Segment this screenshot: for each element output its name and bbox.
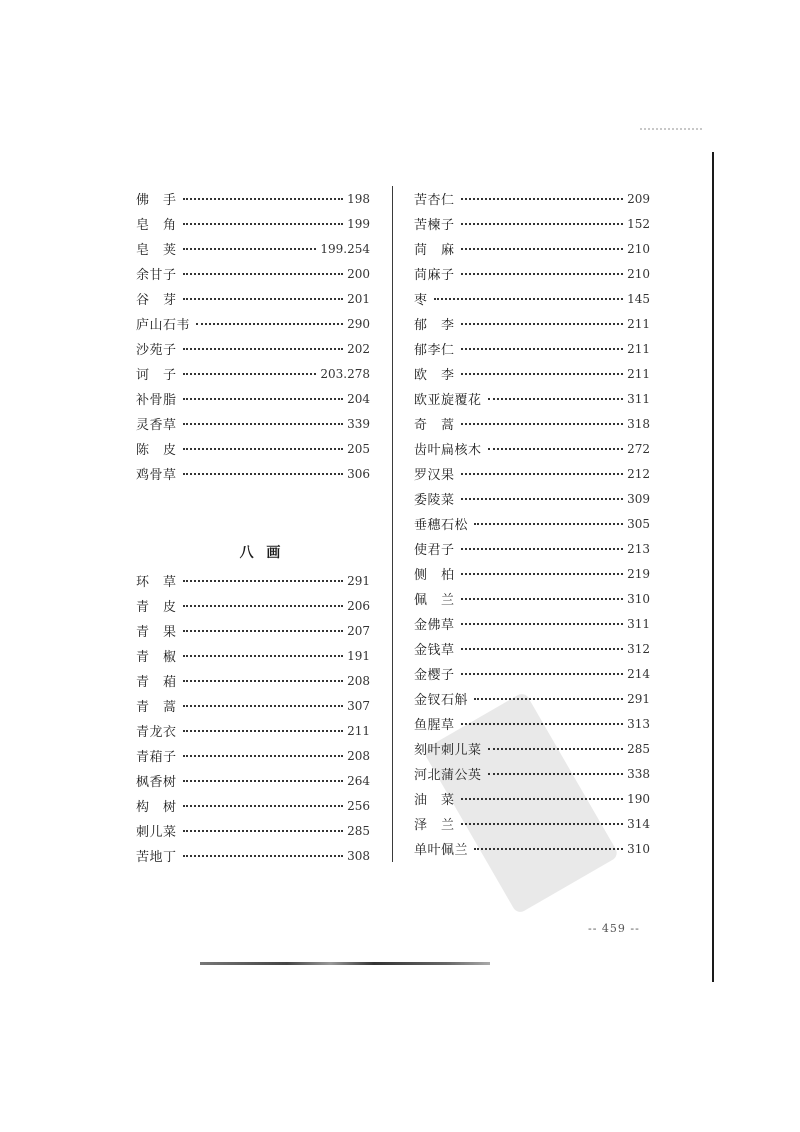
index-entry (414, 286, 650, 311)
index-entry (414, 711, 650, 736)
entry-name: 苘 麻 (414, 243, 455, 258)
index-entry (136, 386, 370, 411)
index-entry (414, 211, 650, 236)
entry-page: 264 (347, 773, 370, 788)
entry-page: 211 (347, 723, 370, 738)
index-entry (136, 593, 370, 618)
entry-page: 285 (347, 823, 370, 838)
index-entry (136, 793, 370, 818)
entry-page: 208 (347, 748, 370, 763)
entry-name: 欧亚旋覆花 (414, 393, 482, 408)
entry-name: 苦杏仁 (414, 193, 455, 208)
dot-leader (183, 755, 344, 757)
entry-page: 209 (627, 191, 650, 206)
entry-page: 214 (627, 666, 650, 681)
entry-page: 212 (627, 466, 650, 481)
dot-leader (183, 473, 344, 475)
index-column-right (414, 186, 650, 861)
entry-name: 金樱子 (414, 668, 455, 683)
entry-name: 欧 李 (414, 368, 455, 383)
dot-leader (461, 573, 624, 575)
index-entry (414, 836, 650, 861)
index-entry (136, 286, 370, 311)
index-entry (414, 636, 650, 661)
entry-name: 庐山石韦 (136, 318, 191, 333)
entry-page: 191 (347, 648, 370, 663)
entry-page: 318 (627, 416, 650, 431)
entry-page: 211 (627, 316, 650, 331)
entry-name: 青 果 (136, 625, 177, 640)
index-entry (136, 568, 370, 593)
index-entry (136, 361, 370, 386)
entry-page: 204 (347, 391, 370, 406)
entry-name: 青龙衣 (136, 725, 177, 740)
entry-page: 338 (627, 766, 650, 781)
dot-leader (474, 523, 623, 525)
entry-page: 290 (347, 316, 370, 331)
index-column-left (136, 186, 370, 868)
entry-page: 308 (347, 848, 370, 863)
dot-leader (461, 823, 624, 825)
index-entry (136, 743, 370, 768)
entry-name: 青 椒 (136, 650, 177, 665)
dot-leader (183, 830, 344, 832)
entry-page: 305 (627, 516, 650, 531)
dot-leader (461, 648, 624, 650)
dot-leader (183, 730, 344, 732)
entry-page: 256 (347, 798, 370, 813)
entry-page: 200 (347, 266, 370, 281)
entry-page: 202 (347, 341, 370, 356)
entry-name: 金钗石斛 (414, 693, 469, 708)
entry-name: 诃 子 (136, 368, 177, 383)
index-entry (136, 693, 370, 718)
entry-name: 佩 兰 (414, 593, 455, 608)
entry-page: 203.278 (320, 366, 370, 381)
index-entry (414, 561, 650, 586)
entry-page: 311 (627, 391, 650, 406)
index-entry (136, 186, 370, 211)
index-entry (136, 261, 370, 286)
entry-name: 委陵菜 (414, 493, 455, 508)
entry-page: 190 (627, 791, 650, 806)
dot-leader (183, 198, 344, 200)
dot-leader (488, 398, 624, 400)
index-entry (414, 236, 650, 261)
entry-name: 枫香树 (136, 775, 177, 790)
entry-page: 207 (347, 623, 370, 638)
entry-name: 齿叶扁核木 (414, 443, 482, 458)
dot-leader (183, 273, 344, 275)
index-entry (136, 818, 370, 843)
dot-leader (183, 448, 344, 450)
dot-leader (461, 798, 624, 800)
dot-leader (183, 855, 344, 857)
entry-name: 金钱草 (414, 643, 455, 658)
dot-leader (183, 398, 344, 400)
index-entry (414, 511, 650, 536)
section-heading: 八 画 (239, 545, 285, 561)
index-entry (414, 761, 650, 786)
entry-page: 199 (347, 216, 370, 231)
dot-leader (183, 605, 344, 607)
entry-page: 210 (627, 266, 650, 281)
entry-name: 奇 蒿 (414, 418, 455, 433)
index-entry (136, 718, 370, 743)
dot-leader (474, 698, 623, 700)
index-entry (414, 461, 650, 486)
entry-page: 312 (627, 641, 650, 656)
entry-name: 枣 (414, 293, 428, 308)
entry-page: 219 (627, 566, 650, 581)
dot-leader (183, 348, 344, 350)
entry-name: 苘麻子 (414, 268, 455, 283)
index-entry (136, 311, 370, 336)
index-entry (136, 618, 370, 643)
dot-leader (183, 705, 344, 707)
entry-page: 198 (347, 191, 370, 206)
entry-page: 310 (627, 591, 650, 606)
entry-page: 145 (627, 291, 650, 306)
index-entry (414, 811, 650, 836)
entry-name: 构 树 (136, 800, 177, 815)
index-entry (414, 261, 650, 286)
dot-leader (434, 298, 624, 300)
entry-page: 309 (627, 491, 650, 506)
entry-list-left-bottom (136, 568, 370, 868)
entry-name: 油 菜 (414, 793, 455, 808)
index-entry (414, 586, 650, 611)
entry-name: 河北蒲公英 (414, 768, 482, 783)
dot-leader (488, 748, 624, 750)
entry-page: 306 (347, 466, 370, 481)
index-entry (414, 686, 650, 711)
entry-name: 垂穗石松 (414, 518, 469, 533)
index-entry (136, 461, 370, 486)
entry-name: 侧 柏 (414, 568, 455, 583)
index-entry (414, 786, 650, 811)
index-entry (414, 336, 650, 361)
dot-leader (461, 248, 624, 250)
dot-leader (488, 773, 624, 775)
entry-page: 211 (627, 366, 650, 381)
dot-leader (474, 848, 623, 850)
index-entry (414, 411, 650, 436)
entry-name: 谷 芽 (136, 293, 177, 308)
entry-name: 青 葙 (136, 675, 177, 690)
entry-page: 291 (627, 691, 650, 706)
column-divider (392, 186, 393, 862)
entry-name: 郁 李 (414, 318, 455, 333)
index-entry (414, 536, 650, 561)
entry-name: 鸡骨草 (136, 468, 177, 483)
entry-list-right (414, 186, 650, 861)
entry-page: 310 (627, 841, 650, 856)
entry-list-left-top (136, 186, 370, 486)
index-entry (136, 411, 370, 436)
index-entry (414, 386, 650, 411)
entry-page: 272 (627, 441, 650, 456)
entry-page: 307 (347, 698, 370, 713)
index-entry (136, 236, 370, 261)
entry-page: 201 (347, 291, 370, 306)
entry-page: 206 (347, 598, 370, 613)
entry-name: 郁李仁 (414, 343, 455, 358)
index-entry (414, 611, 650, 636)
dot-leader (183, 580, 344, 582)
dot-leader (183, 423, 344, 425)
entry-page: 311 (627, 616, 650, 631)
dot-leader (183, 680, 344, 682)
dot-leader (183, 248, 317, 250)
index-entry (414, 186, 650, 211)
dot-leader (461, 723, 624, 725)
dot-leader (461, 623, 624, 625)
index-entry (136, 643, 370, 668)
dot-leader (461, 473, 624, 475)
dot-leader (461, 348, 624, 350)
entry-name: 泽 兰 (414, 818, 455, 833)
dot-leader (461, 323, 624, 325)
scan-mark-top (640, 126, 702, 130)
entry-name: 鱼腥草 (414, 718, 455, 733)
entry-page: 208 (347, 673, 370, 688)
entry-page: 291 (347, 573, 370, 588)
index-entry (414, 361, 650, 386)
entry-name: 单叶佩兰 (414, 843, 469, 858)
entry-name: 苦楝子 (414, 218, 455, 233)
entry-name: 皂 角 (136, 218, 177, 233)
entry-page: 199.254 (320, 241, 370, 256)
dot-leader (461, 373, 624, 375)
entry-page: 313 (627, 716, 650, 731)
entry-name: 刺儿菜 (136, 825, 177, 840)
dot-leader (183, 373, 317, 375)
dot-leader (183, 805, 344, 807)
entry-name: 补骨脂 (136, 393, 177, 408)
entry-name: 青葙子 (136, 750, 177, 765)
entry-page: 210 (627, 241, 650, 256)
entry-name: 罗汉果 (414, 468, 455, 483)
entry-name: 佛 手 (136, 193, 177, 208)
entry-name: 余甘子 (136, 268, 177, 283)
scan-mark-bottom (200, 962, 490, 965)
entry-name: 皂 荚 (136, 243, 177, 258)
index-entry (414, 486, 650, 511)
dot-leader (461, 273, 624, 275)
dot-leader (461, 498, 624, 500)
page-edge-line (712, 152, 714, 982)
index-entry (136, 668, 370, 693)
index-entry (414, 736, 650, 761)
index-entry (136, 336, 370, 361)
entry-name: 使君子 (414, 543, 455, 558)
entry-name: 灵香草 (136, 418, 177, 433)
index-entry (414, 311, 650, 336)
dot-leader (461, 198, 624, 200)
index-entry (414, 436, 650, 461)
entry-page: 211 (627, 341, 650, 356)
entry-name: 沙苑子 (136, 343, 177, 358)
dot-leader (183, 630, 344, 632)
dot-leader (461, 423, 624, 425)
index-entry (414, 661, 650, 686)
entry-name: 苦地丁 (136, 850, 177, 865)
entry-name: 陈 皮 (136, 443, 177, 458)
entry-page: 314 (627, 816, 650, 831)
entry-name: 青 蒿 (136, 700, 177, 715)
entry-page: 285 (627, 741, 650, 756)
entry-name: 环 草 (136, 575, 177, 590)
page-number: -- 459 -- (588, 922, 640, 935)
entry-page: 205 (347, 441, 370, 456)
entry-page: 213 (627, 541, 650, 556)
dot-leader (461, 598, 624, 600)
index-entry (136, 436, 370, 461)
entry-name: 刻叶刺儿菜 (414, 743, 482, 758)
dot-leader (183, 298, 344, 300)
index-entry (136, 768, 370, 793)
dot-leader (183, 655, 344, 657)
entry-name: 金佛草 (414, 618, 455, 633)
entry-page: 339 (347, 416, 370, 431)
index-entry (136, 843, 370, 868)
dot-leader (461, 223, 624, 225)
dot-leader (183, 780, 344, 782)
dot-leader (461, 548, 624, 550)
index-entry (136, 211, 370, 236)
dot-leader (461, 673, 624, 675)
entry-name: 青 皮 (136, 600, 177, 615)
dot-leader (196, 323, 343, 325)
dot-leader (488, 448, 624, 450)
entry-page: 152 (627, 216, 650, 231)
dot-leader (183, 223, 344, 225)
